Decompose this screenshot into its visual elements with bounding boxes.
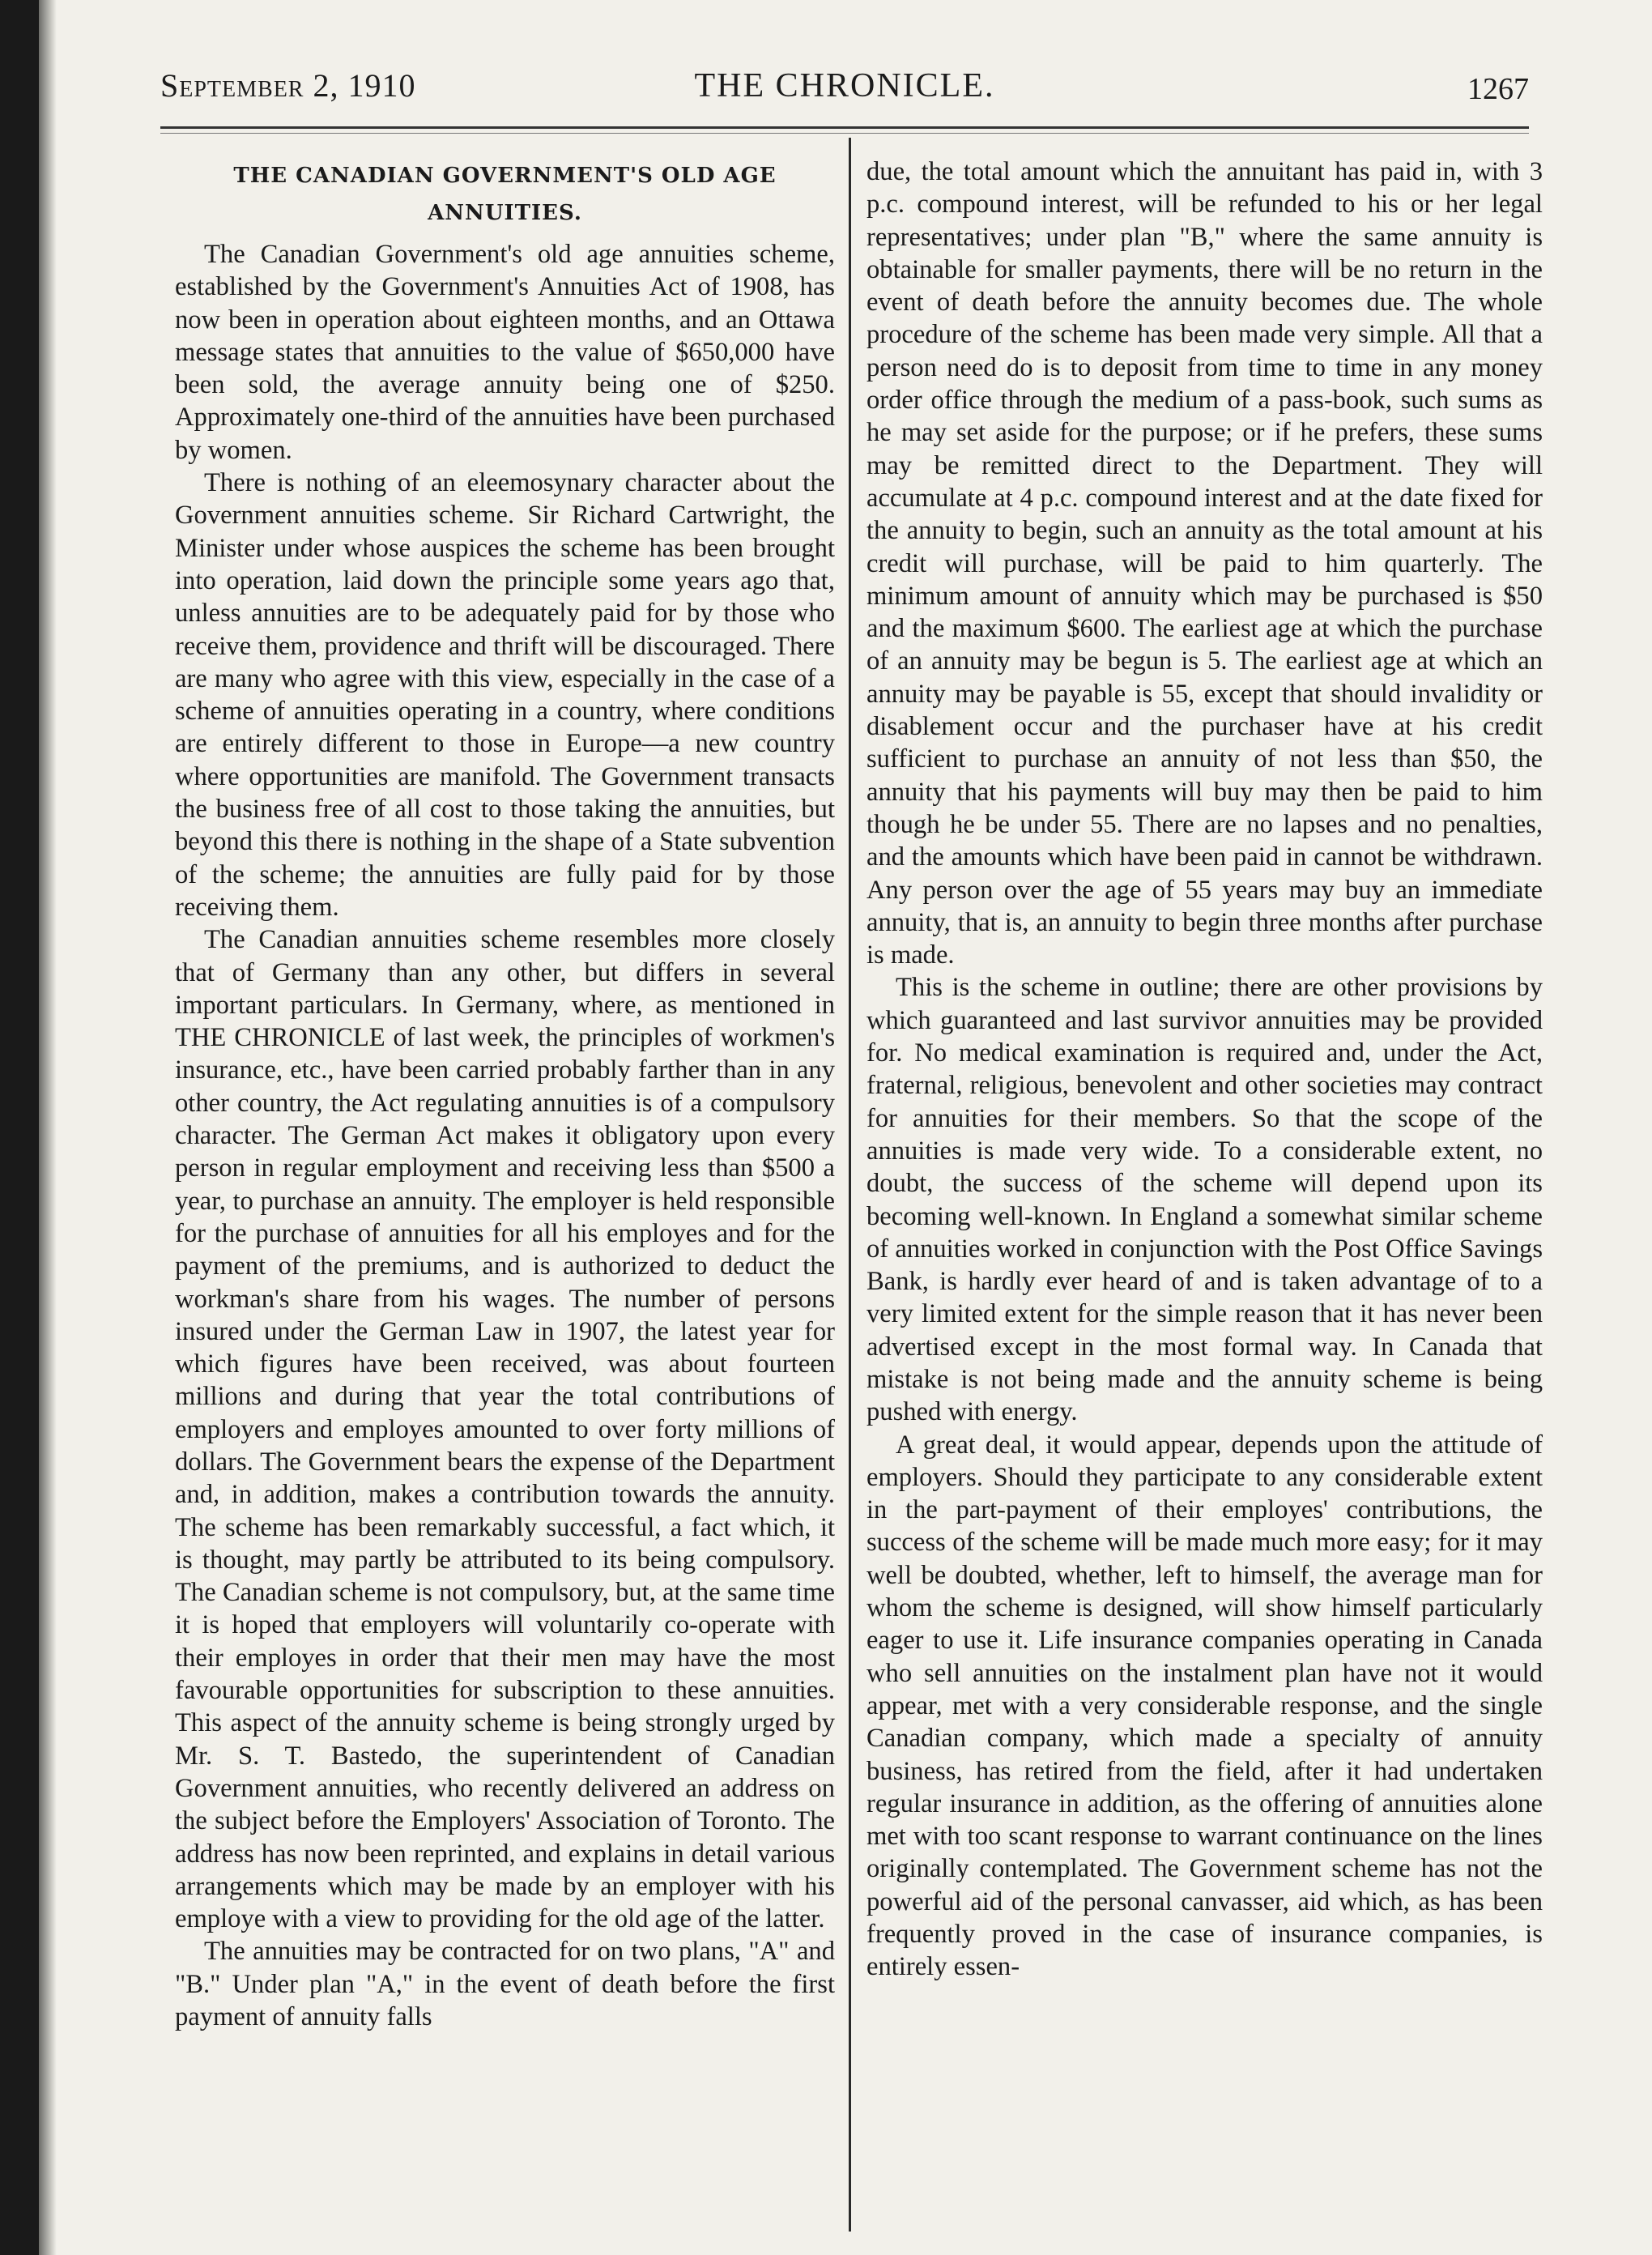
column-divider — [849, 138, 851, 2232]
header-title: THE CHRONICLE. — [694, 67, 995, 104]
newspaper-page — [39, 0, 1652, 2255]
header-page-number: 1267 — [1467, 72, 1529, 106]
paragraph: The Canadian Government's old age annuities scheme, established by the Government's Annuities Act of 1908, has now been in operation about eighteen months, and an Ottawa message states that annuities to the value of $650,000 have been sold, the average annuity being one of $250. Approximately one-third of the annuities have been purchased by women. — [175, 240, 835, 465]
paragraph: A great deal, it would appear, depends upon the attitude of employers. Should they participate to any considerable extent in the part-payment of their employes' contributions, the success of the scheme will be made much more easy; for it may well be doubted, whether, left to himself, the average man for whom the scheme is designed, will show himself particularly eager to use it. Life insurance companies operating in Canada who sell annuities on the instalment plan have not it would appear, met with a very considerable response, and the single Canadian company, which made a specialty of annuity business, has retired from the field, after it had undertaken regular insurance in addition, as the offering of annuities alone met with too scant response to warrant continuance on the lines originally contemplated. The Government scheme has not the powerful aid of the personal canvasser, aid which, as has been frequently proved in the case of insurance companies, is entirely essen- — [866, 1430, 1543, 1982]
header-rule — [160, 126, 1529, 129]
paragraph-continued: due, the total amount which the annuitant has paid in, with 3 p.c. compound interest, will be refunded to his or her legal representatives; under plan "B," where the same annuity is obtainable for smaller payments, there will be no return in the event of death before the annuity becomes due. The whole procedure of the scheme has been made very simple. All that a person need do is to deposit from time to time in any money order office through the medium of a pass-book, such sums as he may set aside for the purpose; or if he prefers, these sums may be remitted direct to the Department. They will accumulate at 4 p.c. compound interest and at the date fixed for the annuity to begin, such an annuity as the total amount at his credit will purchase, will be paid to him quarterly. The minimum amount of annuity which may be purchased is $50 and the maximum $600. The earliest age at which the purchase of an annuity may be begun is 5. The earliest age at which an annuity may be payable is 55, except that should invalidity or disablement occur and the purchaser have at his credit sufficient to purchase an annuity of not less than $50, the annuity that his payments will buy may then be paid to him though he be under 55. There are no lapses and no penalties, and the amounts which have been paid in cannot be withdrawn. Any person over the age of 55 years may buy an immediate annuity, that is, an annuity to begin three months after purchase is made. — [866, 157, 1543, 970]
article-title-line-2: ANNUITIES. — [428, 201, 582, 225]
header-date: September 2, 1910 — [160, 67, 416, 104]
article-title — [175, 154, 835, 232]
paragraph: The Canadian annuities scheme resembles more closely that of Germany than any other, but differs in several important particulars. In Germany, where, as mentioned in THE CHRONICLE of last week, the principles of workmen's insurance, etc., have been carried probably farther than in any other country, the Act regulating annuities is of a compulsory character. The German Act makes it obligatory upon every person in regular employment and receiving less than $500 a year, to purchase an annuity. The employer is held responsible for the purchase of annuities for all his employes and for the payment of the premiums, and is authorized to deduct the workman's share from his wages. The number of persons insured under the German Law in 1907, the latest year for which figures have been received, was about fourteen millions and during that year the total contributions of employers and employes amounted to over forty millions of dollars. The Government bears the expense of the Department and, in addition, makes a contribution towards the annuity. The scheme has been remarkably successful, a fact which, it is thought, may partly be attributed to its being compulsory. The Canadian scheme is not compulsory, but, at the same time it is hoped that employers will voluntarily co-operate with their employes in order that their men may have the most favourable opportunities for subscription to these annuities. This aspect of the annuity scheme is being strongly urged by Mr. S. T. Bastedo, the superintendent of Canadian Government annuities, who recently delivered an address on the subject before the Employers' Association of Toronto. The address has now been reprinted, and explains in detail various arrangements which may be made by an employer with his employe with a view to providing for the old age of the latter. — [175, 925, 835, 1934]
left-column — [175, 154, 835, 2236]
header-rule-thin — [160, 133, 1529, 134]
paragraph: There is nothing of an eleemosynary character about the Government annuities scheme. Sir Richard Cartwright, the Minister under whose auspices the scheme has been brought into operation, laid down the principle some years ago that, unless annuities are to be adequately paid for by those who receive them, providence and thrift will be discouraged. There are many who agree with this view, especially in the case of a scheme of annuities operating in a country, where conditions are entirely different to those in Europe—a new country where opportunities are manifold. The Government transacts the business free of all cost to those taking the annuities, but beyond this there is nothing in the shape of a State subvention of the scheme; the annuities are fully paid for by those receiving them. — [175, 468, 835, 922]
scan-edge-shadow — [39, 0, 57, 2255]
right-column — [866, 156, 1543, 2237]
paragraph: The annuities may be contracted for on two plans, "A" and "B." Under plan "A," in the event of death before the first payment of annuity falls — [175, 1937, 835, 2032]
article-title-line-1: THE CANADIAN GOVERNMENT'S OLD AGE — [233, 164, 777, 188]
page-header — [160, 66, 1529, 123]
paragraph: This is the scheme in outline; there are other provisions by which guaranteed and last survivor annuities may be provided for. No medical examination is required and, under the Act, fraternal, religious, benevolent and other societies may contract for annuities for their members. So that the scope of the annuities is made very wide. To a considerable extent, no doubt, the success of the scheme will depend upon its becoming well-known. In England a somewhat similar scheme of annuities worked in conjunction with the Post Office Savings Bank, is hardly ever heard of and is taken advantage of to a very limited extent for the simple reason that it has never been advertised except in the most formal way. In Canada that mistake is not being made and the annuity scheme is being pushed with energy. — [866, 973, 1543, 1427]
